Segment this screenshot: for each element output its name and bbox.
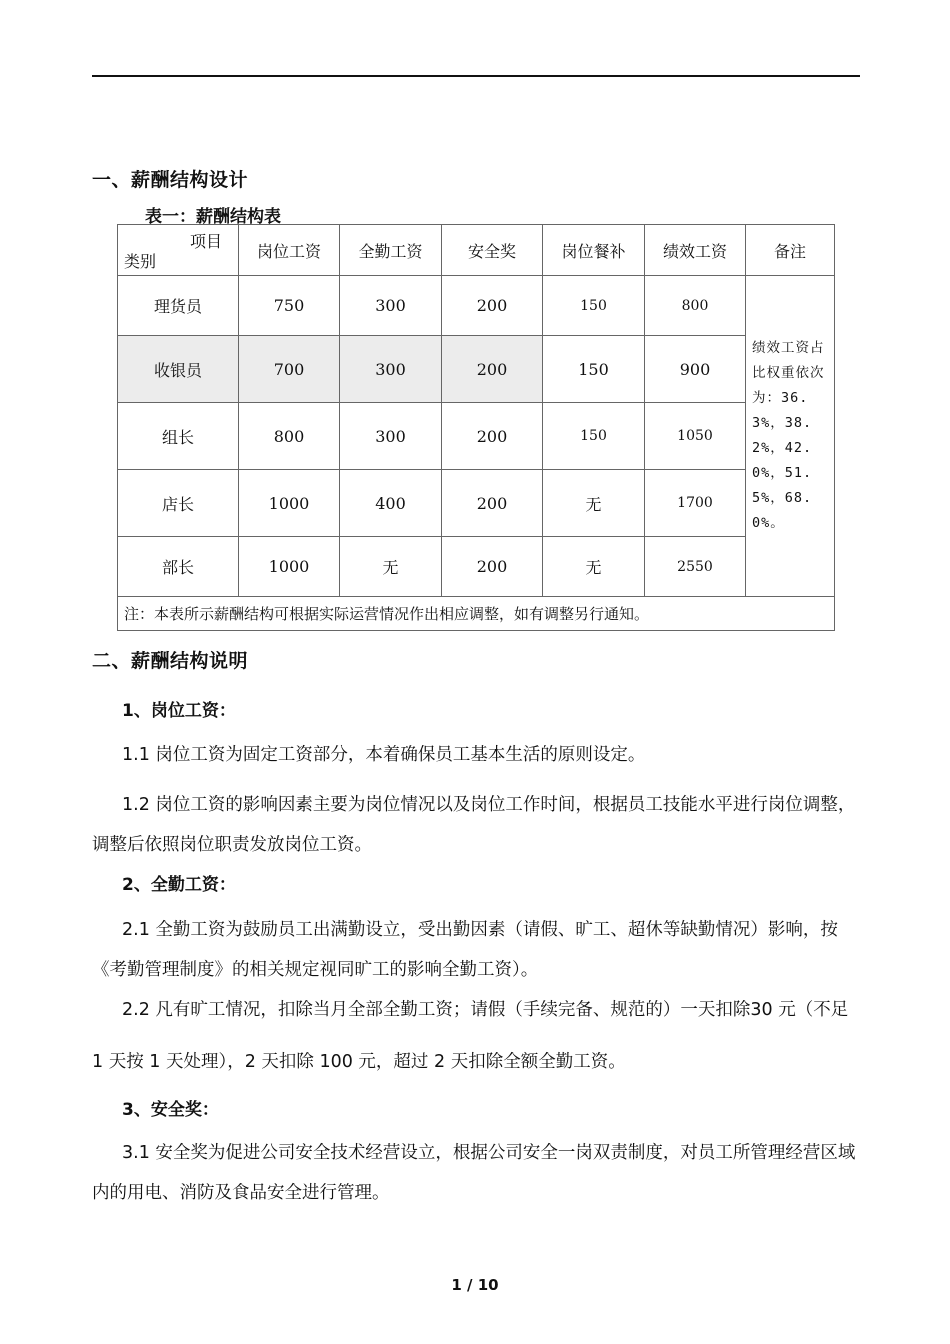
- table-cell: 150: [543, 276, 645, 336]
- table-cell: 300: [340, 403, 442, 470]
- table-row: [118, 276, 835, 336]
- row-category: 组长: [118, 403, 239, 470]
- table-cell: 1050: [645, 403, 746, 470]
- table-cell: 150: [543, 336, 645, 403]
- table-cell: 900: [645, 336, 746, 403]
- row-category: 店长: [118, 470, 239, 537]
- table-cell: 1700: [645, 470, 746, 537]
- diagonal-header-cell: [118, 225, 239, 276]
- section-2-title: 二、薪酬结构说明: [92, 650, 249, 672]
- paragraph-3-1: 3.1 安全奖为促进公司安全技术经营设立，根据公司安全一岗双责制度，对员工所管理经营区域内的用电、消防及食品安全进行管理。: [92, 1143, 856, 1203]
- table-row: [118, 537, 835, 597]
- table-cell: 1000: [239, 470, 340, 537]
- table-cell: 1000: [239, 537, 340, 597]
- table-cell: 200: [442, 537, 543, 597]
- row-category: 收银员: [118, 336, 239, 403]
- column-header: 安全奖: [442, 225, 543, 276]
- row-category: 理货员: [118, 276, 239, 336]
- salary-structure-table: [117, 224, 835, 631]
- table-cell: 无: [543, 537, 645, 597]
- page-number: 1 / 10: [451, 1276, 499, 1294]
- subheading-attendance-salary: 2、全勤工资：: [122, 875, 236, 895]
- table-row: [118, 403, 835, 470]
- table-cell: 700: [239, 336, 340, 403]
- table-cell: 无: [543, 470, 645, 537]
- table-row: [118, 336, 835, 403]
- column-header: 岗位餐补: [543, 225, 645, 276]
- column-header: 绩效工资: [645, 225, 746, 276]
- table-header-row: [118, 225, 835, 276]
- table-cell: 200: [442, 403, 543, 470]
- table-cell: 无: [340, 537, 442, 597]
- table-cell: 400: [340, 470, 442, 537]
- table-cell: 200: [442, 470, 543, 537]
- table-cell: 800: [645, 276, 746, 336]
- table-cell: 300: [340, 276, 442, 336]
- paragraph-2-1: 2.1 全勤工资为鼓励员工出满勤设立，受出勤因素（请假、旷工、超休等缺勤情况）影响，按《考勤管理制度》的相关规定视同旷工的影响全勤工资）。: [92, 920, 838, 980]
- table-cell: 750: [239, 276, 340, 336]
- table-cell: 800: [239, 403, 340, 470]
- note-row: [118, 597, 835, 631]
- header-category-label: 类别: [124, 252, 157, 271]
- table-cell: 200: [442, 336, 543, 403]
- subheading-post-salary: 1、岗位工资：: [122, 701, 236, 721]
- section-1-title: 一、薪酬结构设计: [92, 169, 249, 191]
- column-header: 全勤工资: [340, 225, 442, 276]
- paragraph-1-1: 1.1 岗位工资为固定工资部分，本着确保员工基本生活的原则设定。: [122, 745, 646, 765]
- column-header: 备注: [746, 225, 835, 276]
- table-cell: 150: [543, 403, 645, 470]
- table-cell: 2550: [645, 537, 746, 597]
- paragraph-1-2: 1.2 岗位工资的影响因素主要为岗位情况以及岗位工作时间，根据员工技能水平进行岗位调整，调整后依照岗位职责发放岗位工资。: [92, 795, 856, 855]
- table-note: 注：本表所示薪酬结构可根据实际运营情况作出相应调整，如有调整另行通知。: [118, 597, 835, 631]
- table-cell: 200: [442, 276, 543, 336]
- table-row: [118, 470, 835, 537]
- table-cell: 300: [340, 336, 442, 403]
- paragraph-2-2: 2.2 凡有旷工情况，扣除当月全部全勤工资；请假（手续完备、规范的）一天扣除30 元（不足 1 天按 1 天处理），2 天扣除 100 元，超过 2 天扣除全额全勤工资。: [92, 1000, 849, 1072]
- remark-cell: 绩效工资占比权重依次为：36.3%，38.2%，42.0%，51.5%，68.0%。: [746, 276, 835, 597]
- header-rule: [92, 75, 860, 77]
- column-header: 岗位工资: [239, 225, 340, 276]
- header-item-label: 项目: [189, 232, 222, 251]
- subheading-safety-bonus: 3、安全奖：: [122, 1100, 219, 1120]
- table-caption: 表一：薪酬结构表: [145, 207, 281, 227]
- row-category: 部长: [118, 537, 239, 597]
